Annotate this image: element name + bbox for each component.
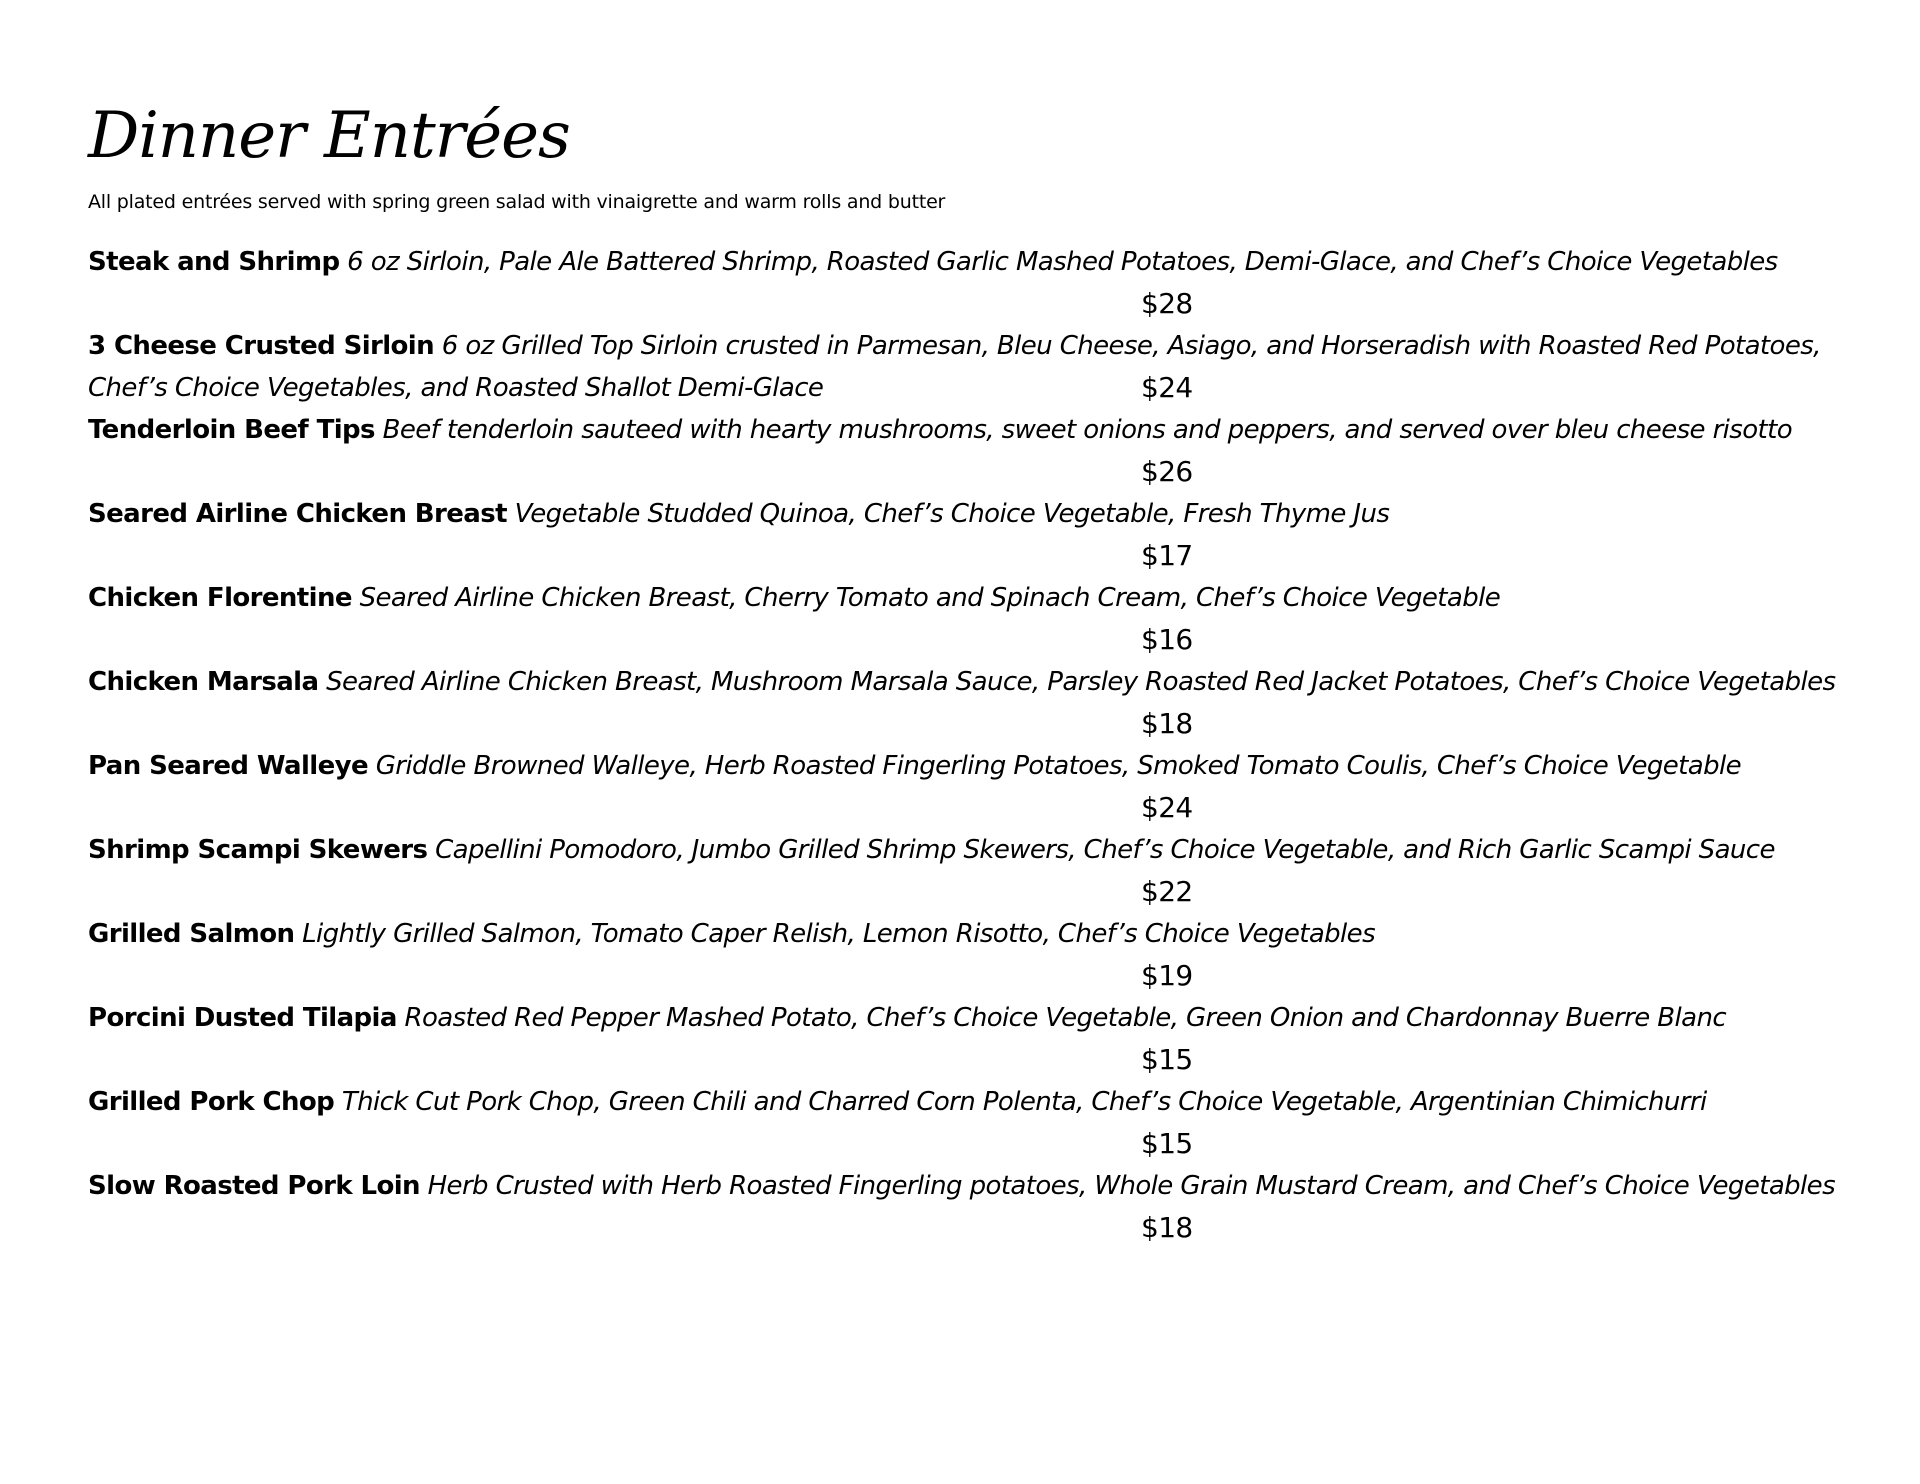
menu-item-description: Seared Airline Chicken Breast, Cherry Tomato and Spinach Cream, Chef’s Choice Vegetable [359, 583, 1501, 613]
menu-item-name: Chicken Florentine [88, 583, 352, 613]
menu-item-price: $15 [1141, 1043, 1193, 1076]
menu-item-price: $16 [1141, 623, 1193, 656]
menu-item [88, 241, 1858, 325]
menu-item-name: Shrimp Scampi Skewers [88, 835, 428, 865]
menu-item [88, 997, 1858, 1081]
menu-item-name: Porcini Dusted Tilapia [88, 1003, 397, 1033]
menu-item-name: Grilled Pork Chop [88, 1087, 335, 1117]
menu-item [88, 325, 1858, 409]
menu-item [88, 829, 1858, 913]
menu-item-name: 3 Cheese Crusted Sirloin [88, 331, 435, 361]
page-subtitle: All plated entrées served with spring green salad with vinaigrette and warm rolls and butter [88, 191, 946, 213]
page-title: Dinner Entrées [88, 99, 570, 173]
menu-item-name: Tenderloin Beef Tips [88, 415, 375, 445]
menu-item-name: Slow Roasted Pork Loin [88, 1171, 420, 1201]
menu-item-description: Vegetable Studded Quinoa, Chef’s Choice Vegetable, Fresh Thyme Jus [514, 499, 1390, 529]
menu-item-description: Griddle Browned Walleye, Herb Roasted Fingerling Potatoes, Smoked Tomato Coulis, Chef’s Choice Vegetable [375, 751, 1742, 781]
menu-item-price: $24 [1141, 791, 1193, 824]
menu-item-price: $24 [1141, 371, 1193, 404]
menu-item [88, 577, 1858, 661]
menu-item-price: $26 [1141, 455, 1193, 488]
menu-item-price: $17 [1141, 539, 1193, 572]
menu-item-description: Beef tenderloin sauteed with hearty mushrooms, sweet onions and peppers, and served over bleu cheese risotto [382, 415, 1793, 445]
menu-item-description: Thick Cut Pork Chop, Green Chili and Charred Corn Polenta, Chef’s Choice Vegetable, Argentinian Chimichurri [341, 1087, 1707, 1117]
menu-item [88, 661, 1858, 745]
menu-item-name: Seared Airline Chicken Breast [88, 499, 507, 529]
menu-item-description: Seared Airline Chicken Breast, Mushroom Marsala Sauce, Parsley Roasted Red Jacket Potatoes, Chef’s Choice Vegetables [326, 667, 1836, 697]
menu-item [88, 409, 1858, 493]
menu-list [88, 241, 1858, 1249]
menu-item-price: $18 [1141, 1211, 1193, 1244]
menu-item-description: Capellini Pomodoro, Jumbo Grilled Shrimp Skewers, Chef’s Choice Vegetable, and Rich Garlic Scampi Sauce [435, 835, 1775, 865]
menu-item [88, 493, 1858, 577]
menu-item-price: $15 [1141, 1127, 1193, 1160]
menu-item [88, 1165, 1858, 1249]
menu-item-description: Lightly Grilled Salmon, Tomato Caper Relish, Lemon Risotto, Chef’s Choice Vegetables [302, 919, 1376, 949]
menu-item-price: $22 [1141, 875, 1193, 908]
menu-item-price: $18 [1141, 707, 1193, 740]
menu-item-name: Chicken Marsala [88, 667, 319, 697]
menu-item-name: Grilled Salmon [88, 919, 295, 949]
menu-item-description: Roasted Red Pepper Mashed Potato, Chef’s Choice Vegetable, Green Onion and Chardonnay Buerre Blanc [404, 1003, 1727, 1033]
menu-page [88, 98, 1858, 1249]
menu-item-description: Herb Crusted with Herb Roasted Fingerling potatoes, Whole Grain Mustard Cream, and Chef’s Choice Vegetables [427, 1171, 1836, 1201]
menu-item-description: 6 oz Sirloin, Pale Ale Battered Shrimp, Roasted Garlic Mashed Potatoes, Demi-Glace, and Chef’s Choice Vegetables [347, 247, 1778, 277]
menu-item-name: Steak and Shrimp [88, 247, 340, 277]
menu-item [88, 1081, 1858, 1165]
menu-item-price: $28 [1141, 287, 1193, 320]
menu-item [88, 745, 1858, 829]
menu-item [88, 913, 1858, 997]
menu-item-description: 6 oz Grilled Top Sirloin crusted in Parmesan, Bleu Cheese, Asiago, and Horseradish with Roasted Red Potatoes, Chef’s Choice Vegetables, and Roasted Shallot Demi-Glace [88, 331, 1821, 403]
menu-item-price: $19 [1141, 959, 1193, 992]
menu-item-name: Pan Seared Walleye [88, 751, 369, 781]
